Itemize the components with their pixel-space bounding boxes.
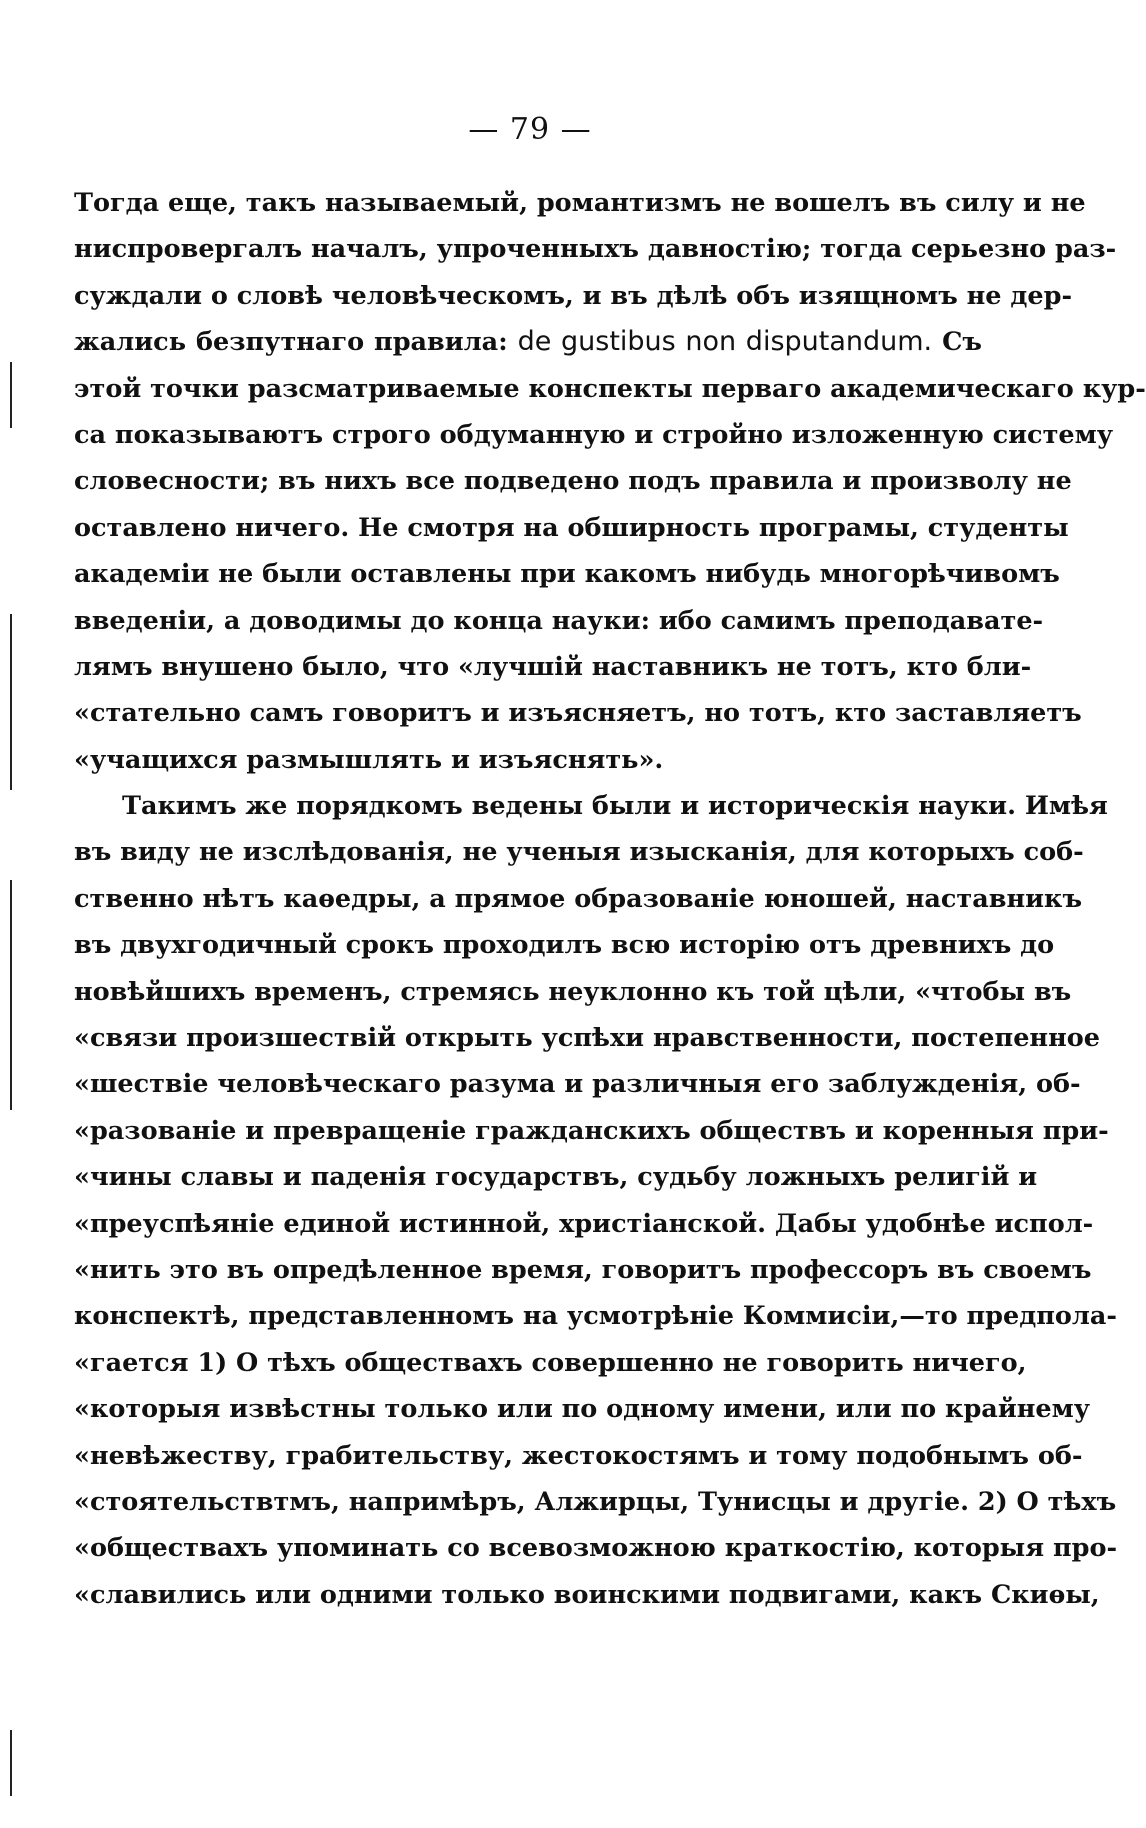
text-line: «нить это въ опредѣленное время, говоритъ профессоръ въ своемъ xyxy=(74,1254,1092,1285)
paragraph-1 xyxy=(74,180,1146,783)
text-line: «шествіе человѣческаго разума и различныя его заблужденія, об- xyxy=(74,1069,1081,1100)
margin-scan-mark xyxy=(10,1730,12,1796)
text-line: «стоятельствтмъ, напримѣръ, Алжирцы, Тунисцы и другіе. 2) О тѣхъ xyxy=(74,1486,1117,1517)
text-line: «невѣжеству, грабительству, жестокостямъ и тому подобнымъ об- xyxy=(74,1440,1083,1471)
margin-scan-mark xyxy=(10,880,12,1110)
text-line: «учащихся размышлять и изъяснять». xyxy=(74,744,664,775)
text-line: конспектѣ, представленномъ на усмотрѣніе Коммисіи,—то предпола- xyxy=(74,1301,1117,1332)
text-segment: Съ xyxy=(942,327,982,358)
text-line: этой точки разсматриваемые конспекты перваго академическаго кур- xyxy=(74,373,1146,404)
margin-scan-mark xyxy=(10,362,12,428)
text-line: введеніи, а доводимы до конца науки: ибо самимъ преподавате- xyxy=(74,605,1044,636)
text-line: Тогда еще, такъ называемый, романтизмъ не вошелъ въ силу и не xyxy=(74,188,1086,218)
text-line: новѣйшихъ временъ, стремясь неуклонно къ той цѣли, «чтобы въ xyxy=(74,976,1072,1007)
margin-scan-mark xyxy=(10,614,12,790)
text-line: «которыя извѣстны только или по одному имени, или по крайнему xyxy=(74,1394,1091,1425)
text-line: «чины славы и паденія государствъ, судьбу ложныхъ религій и xyxy=(74,1162,1038,1193)
text-line: ниспровергалъ началъ, упроченныхъ давностію; тогда серьезно раз- xyxy=(74,234,1117,265)
text-line: словесности; въ нихъ все подведено подъ правила и произволу не xyxy=(74,466,1072,497)
text-line: лямъ внушено было, что «лучшій наставникъ не тотъ, кто бли- xyxy=(74,651,1032,682)
paragraph-2 xyxy=(74,783,1118,1618)
latin-phrase: de gustibus non disputandum. xyxy=(517,326,933,358)
text-line: Такимъ же порядкомъ ведены были и историческія науки. Имѣя xyxy=(122,791,1108,822)
page-number: — 79 — xyxy=(468,112,592,147)
text-line: «стательно самъ говоритъ и изъясняетъ, но тотъ, кто заставляетъ xyxy=(74,698,1082,729)
text-line: академіи не были оставлены при какомъ нибудь многорѣчивомъ xyxy=(74,559,1060,590)
text-line: «гается 1) О тѣхъ обществахъ совершенно не говорить ничего, xyxy=(74,1347,1027,1378)
text-line: «обществахъ упоминать со всевозможною краткостію, которыя про- xyxy=(74,1533,1118,1564)
text-line: «славились или одними только воинскими подвигами, какъ Скиѳы, xyxy=(74,1579,1100,1610)
text-line-mixed xyxy=(74,319,982,365)
text-line: «разованіе и превращеніе гражданскихъ обществъ и коренныя при- xyxy=(74,1115,1109,1146)
text-line: ственно нѣтъ каѳедры, а прямое образованіе юношей, наставникъ xyxy=(74,883,1083,914)
text-line: оставлено ничего. Не смотря на обширность програмы, студенты xyxy=(74,512,1069,543)
body-text xyxy=(74,180,1146,1618)
text-line: въ двухгодичный срокъ проходилъ всю исторію отъ древнихъ до xyxy=(74,930,1055,961)
text-line: «преуспѣяніе единой истинной, христіанской. Дабы удобнѣе испол- xyxy=(74,1208,1094,1239)
text-line: въ виду не изслѣдованія, не ученыя изысканія, для которыхъ соб- xyxy=(74,837,1084,868)
text-line: са показываютъ строго обдуманную и стройно изложенную систему xyxy=(74,419,1114,450)
text-segment: жались безпутнаго правила: xyxy=(74,327,508,358)
text-line: «связи произшествій открыть успѣхи нравственности, постепенное xyxy=(74,1023,1100,1054)
text-line: суждали о словѣ человѣческомъ, и въ дѣлѣ объ изящномъ не дер- xyxy=(74,280,1073,311)
